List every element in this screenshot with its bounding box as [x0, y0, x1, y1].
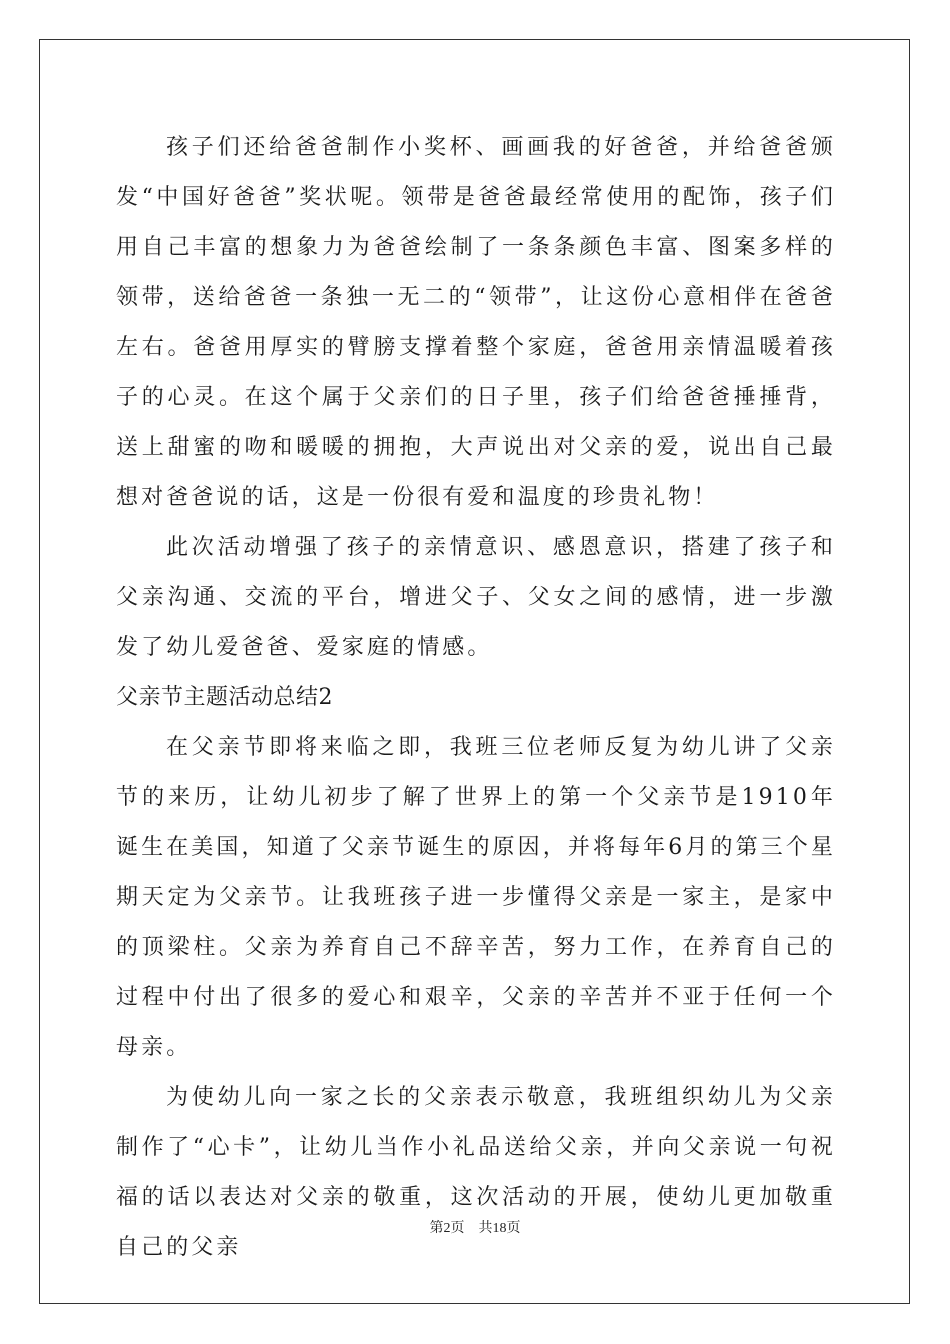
- section-heading: 父亲节主题活动总结2: [116, 685, 333, 710]
- paragraph-heart-card: 为使幼儿向一家之长的父亲表示敬意，我班组织幼儿为父亲制作了“心卡”，让幼儿当作小礼品送给父亲，并向父亲说一句祝福的话以表达对父亲的敬重，这次活动的开展，使幼儿更加敬重自己的父亲: [116, 1085, 836, 1260]
- paragraph-fathers-day-history: 在父亲节即将来临之即，我班三位老师反复为幼儿讲了父亲节的来历，让幼儿初步了解了世界上的第一个父亲节是1910年诞生在美国，知道了父亲节诞生的原因，并将每年6月的第三个星期天定为父亲节。让我班孩子进一步懂得父亲是一家主，是家中的顶梁柱。父亲为养育自己不辞辛苦，努力工作，在养育自己的过程中付出了很多的爱心和艰辛，父亲的辛苦并不亚于任何一个母亲。: [116, 735, 836, 1060]
- paragraph-activity-effect: 此次活动增强了孩子的亲情意识、感恩意识，搭建了孩子和父亲沟通、交流的平台，增进父子、父女之间的感情，进一步激发了幼儿爱爸爸、爱家庭的情感。: [116, 535, 836, 660]
- page-number: 第2页: [429, 1221, 465, 1236]
- paragraph-gifts: 孩子们还给爸爸制作小奖杯、画画我的好爸爸，并给爸爸颁发“中国好爸爸”奖状呢。领带是爸爸最经常使用的配饰，孩子们用自己丰富的想象力为爸爸绘制了一条条颜色丰富、图案多样的领带，送给爸爸一条独一无二的“领带”，让这份心意相伴在爸爸左右。爸爸用厚实的臂膀支撑着整个家庭，爸爸用亲情温暖着孩子的心灵。在这个属于父亲们的日子里，孩子们给爸爸捶捶背，送上甜蜜的吻和暖暖的拥抱，大声说出对父亲的爱，说出自己最想对爸爸说的话，这是一份很有爱和温度的珍贵礼物！: [116, 135, 836, 510]
- page-footer: [0, 1217, 950, 1237]
- document-body: [116, 123, 836, 1273]
- page-total: 共18页: [478, 1221, 521, 1236]
